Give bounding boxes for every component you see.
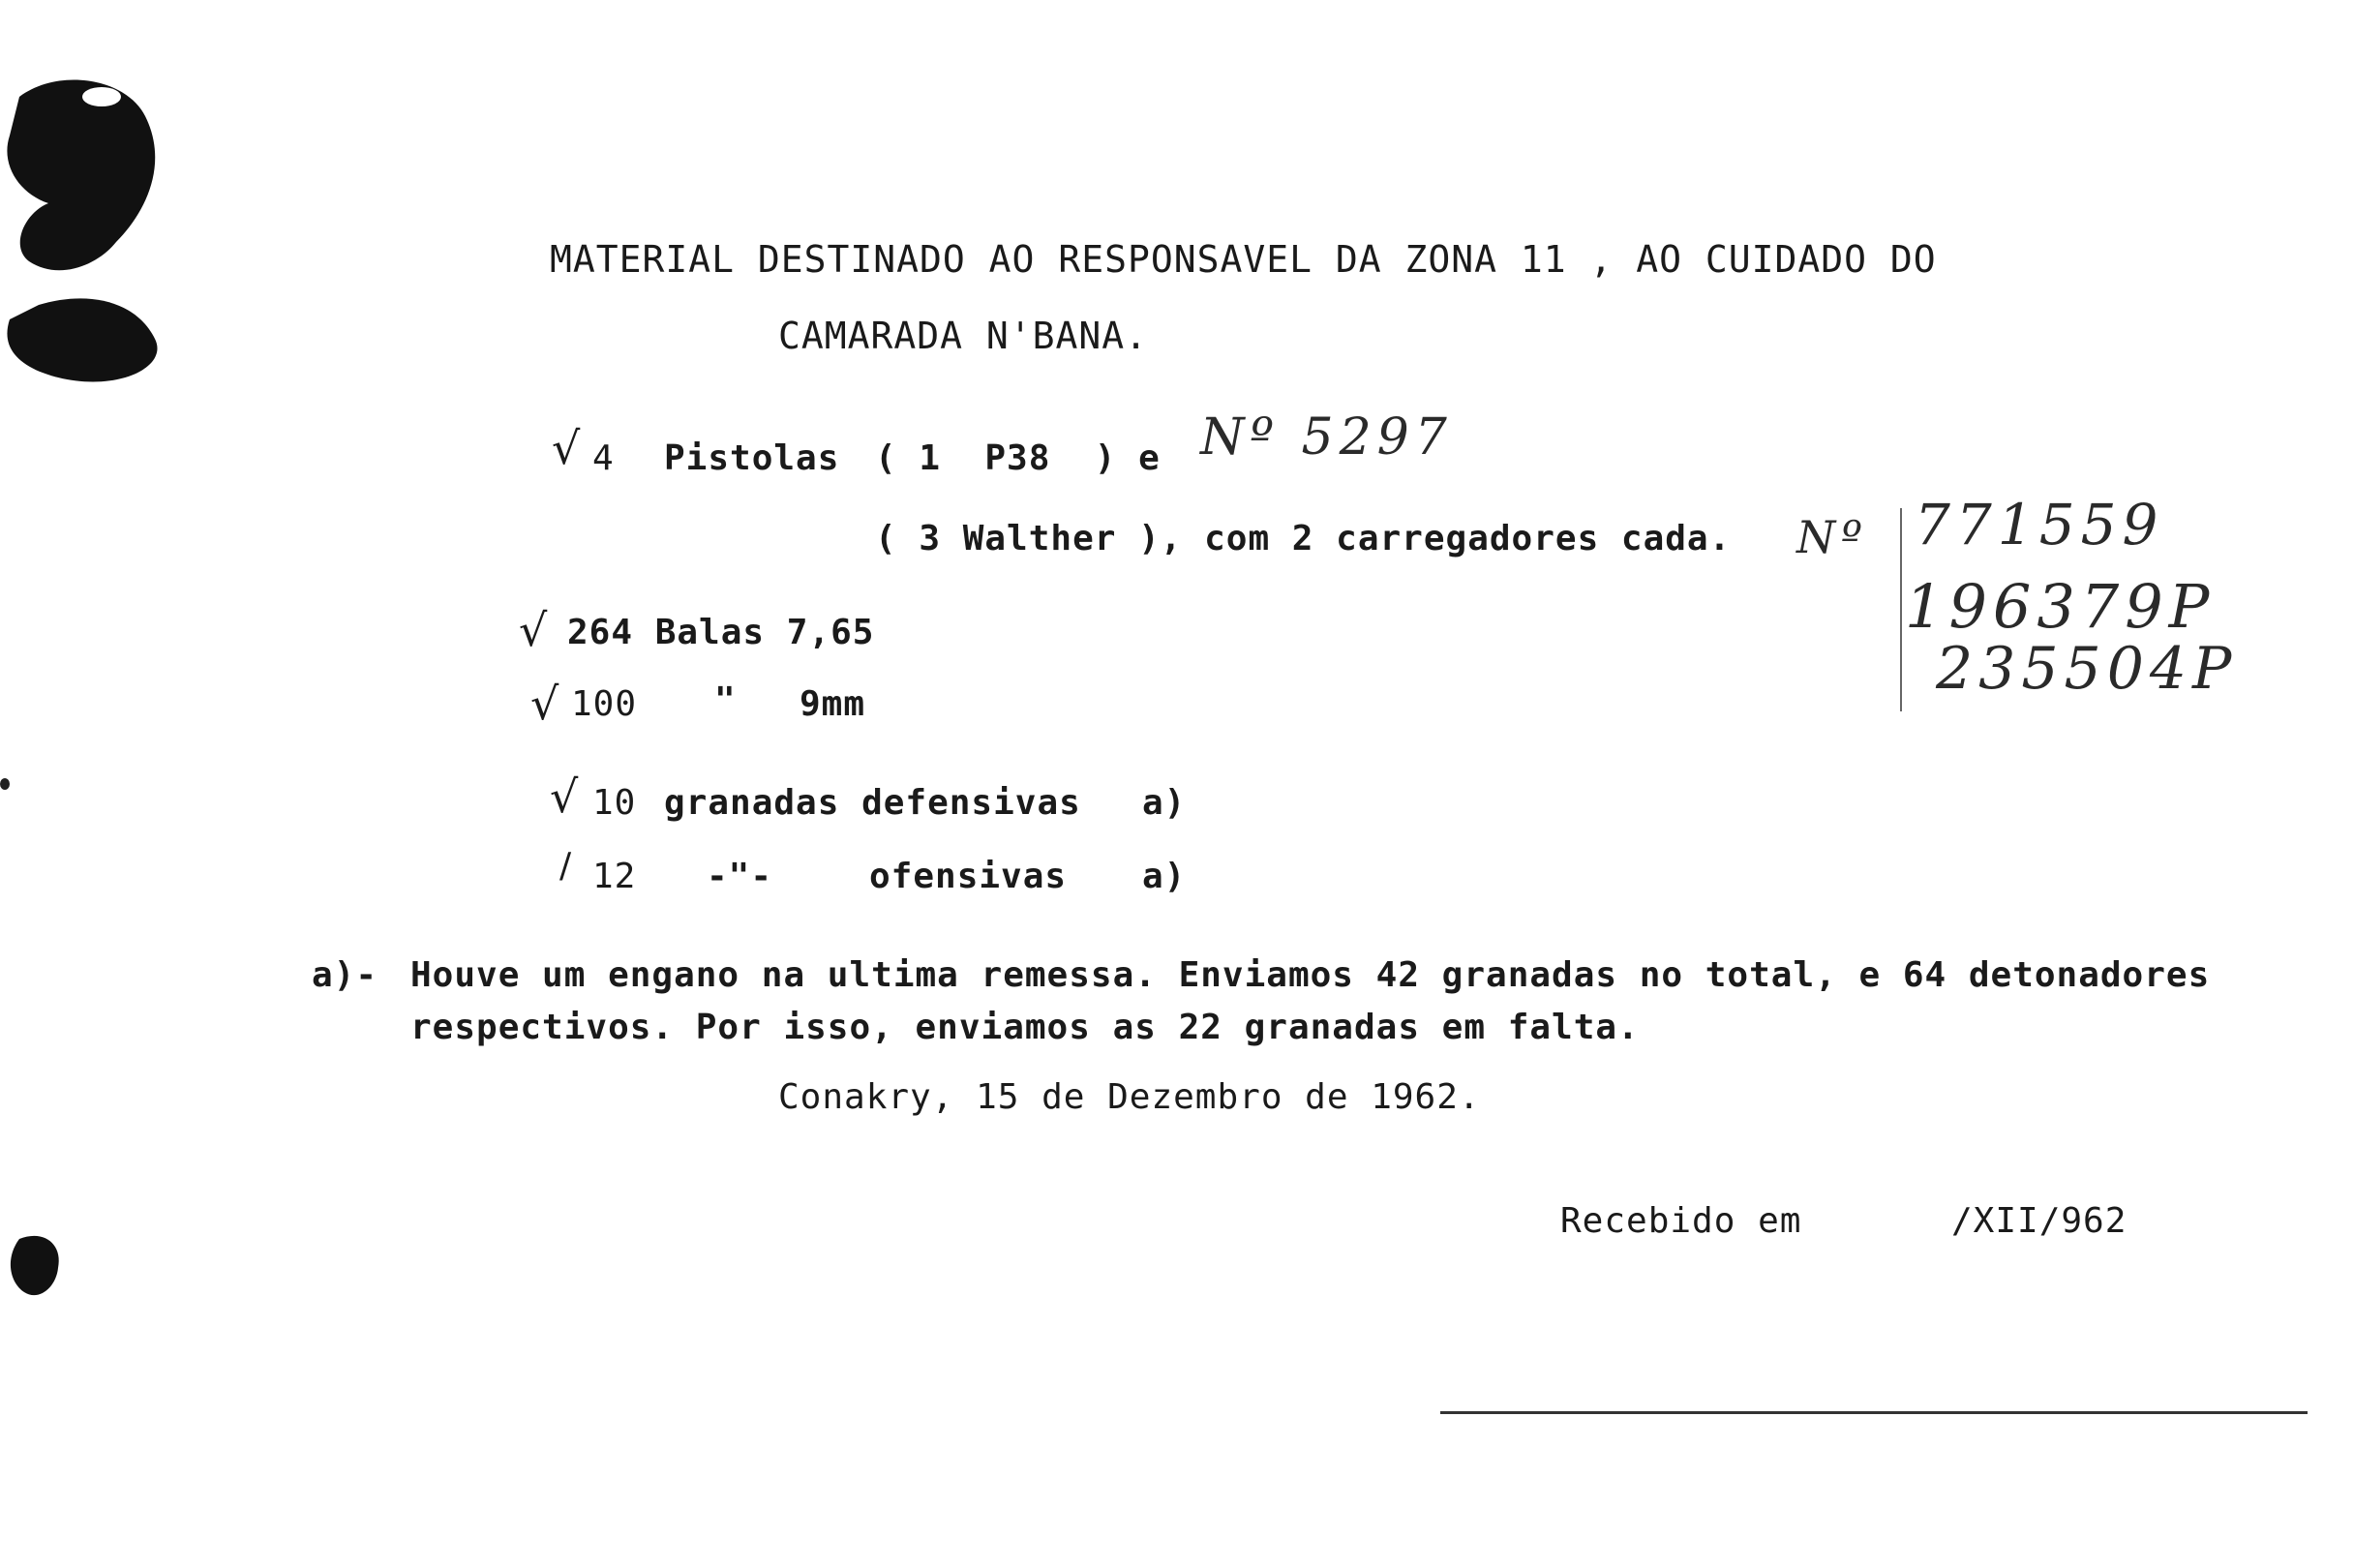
handwritten-serial-prefix: Nº <box>1796 511 1868 563</box>
grenades-def-label: granadas defensivas <box>664 783 1081 823</box>
grenades-off-label: ofensivas <box>869 857 1068 896</box>
handwritten-serial-2: 196379P <box>1905 571 2216 642</box>
handwritten-bracket <box>1900 508 1902 711</box>
footnote-line-1: Houve um engano na ultima remessa. Enviamos 42 granadas no total, e 64 detonadores <box>410 955 2211 995</box>
ditto-dash: -"- <box>707 857 773 896</box>
signature-line <box>1440 1411 2308 1414</box>
grenades-off-qty: 12 <box>592 857 637 896</box>
pistols-qty: 4 <box>592 438 615 478</box>
handwritten-serial-3: 235504P <box>1936 635 2238 703</box>
received-date: /XII/962 <box>1951 1201 2128 1241</box>
pistols-detail: ( 1 P38 ) e <box>875 438 1161 478</box>
handwritten-pistol-number: Nº 5297 <box>1200 408 1453 467</box>
check-mark-icon: √ <box>552 422 581 474</box>
walther-line: ( 3 Walther ), com 2 carregadores cada. <box>875 519 1732 558</box>
check-mark-icon: / <box>559 846 572 886</box>
grenades-off-footnote-ref: a) <box>1142 857 1187 896</box>
dateline: Conakry, 15 de Dezembro de 1962. <box>778 1077 1481 1117</box>
ditto-mark: " <box>714 680 737 720</box>
grenades-def-qty: 10 <box>592 783 637 823</box>
header-line-2: CAMARADA N'BANA. <box>778 315 1149 357</box>
header-line-1: MATERIAL DESTINADO AO RESPONSAVEL DA ZONA 11 , AO CUIDADO DO <box>550 238 1937 281</box>
pistols-name: Pistolas <box>664 438 840 478</box>
footnote-line-2: respectivos. Por isso, enviamos as 22 granadas em falta. <box>410 1008 1640 1047</box>
check-mark-icon: √ <box>530 678 559 730</box>
balas-9mm-qty: 100 <box>571 684 638 724</box>
ink-blot-top <box>0 58 174 407</box>
ink-speck <box>0 778 10 790</box>
handwritten-serial-1: 771559 <box>1915 492 2164 558</box>
ink-blot-bottom <box>0 1229 77 1307</box>
footnote-marker: a)- <box>312 955 378 995</box>
balas-9mm-label: 9mm <box>800 684 866 724</box>
check-mark-icon: √ <box>519 604 548 656</box>
balas-765-line: 264 Balas 7,65 <box>567 613 875 652</box>
grenades-def-footnote-ref: a) <box>1142 783 1187 823</box>
check-mark-icon: √ <box>550 770 579 823</box>
received-label: Recebido em <box>1560 1201 1802 1241</box>
